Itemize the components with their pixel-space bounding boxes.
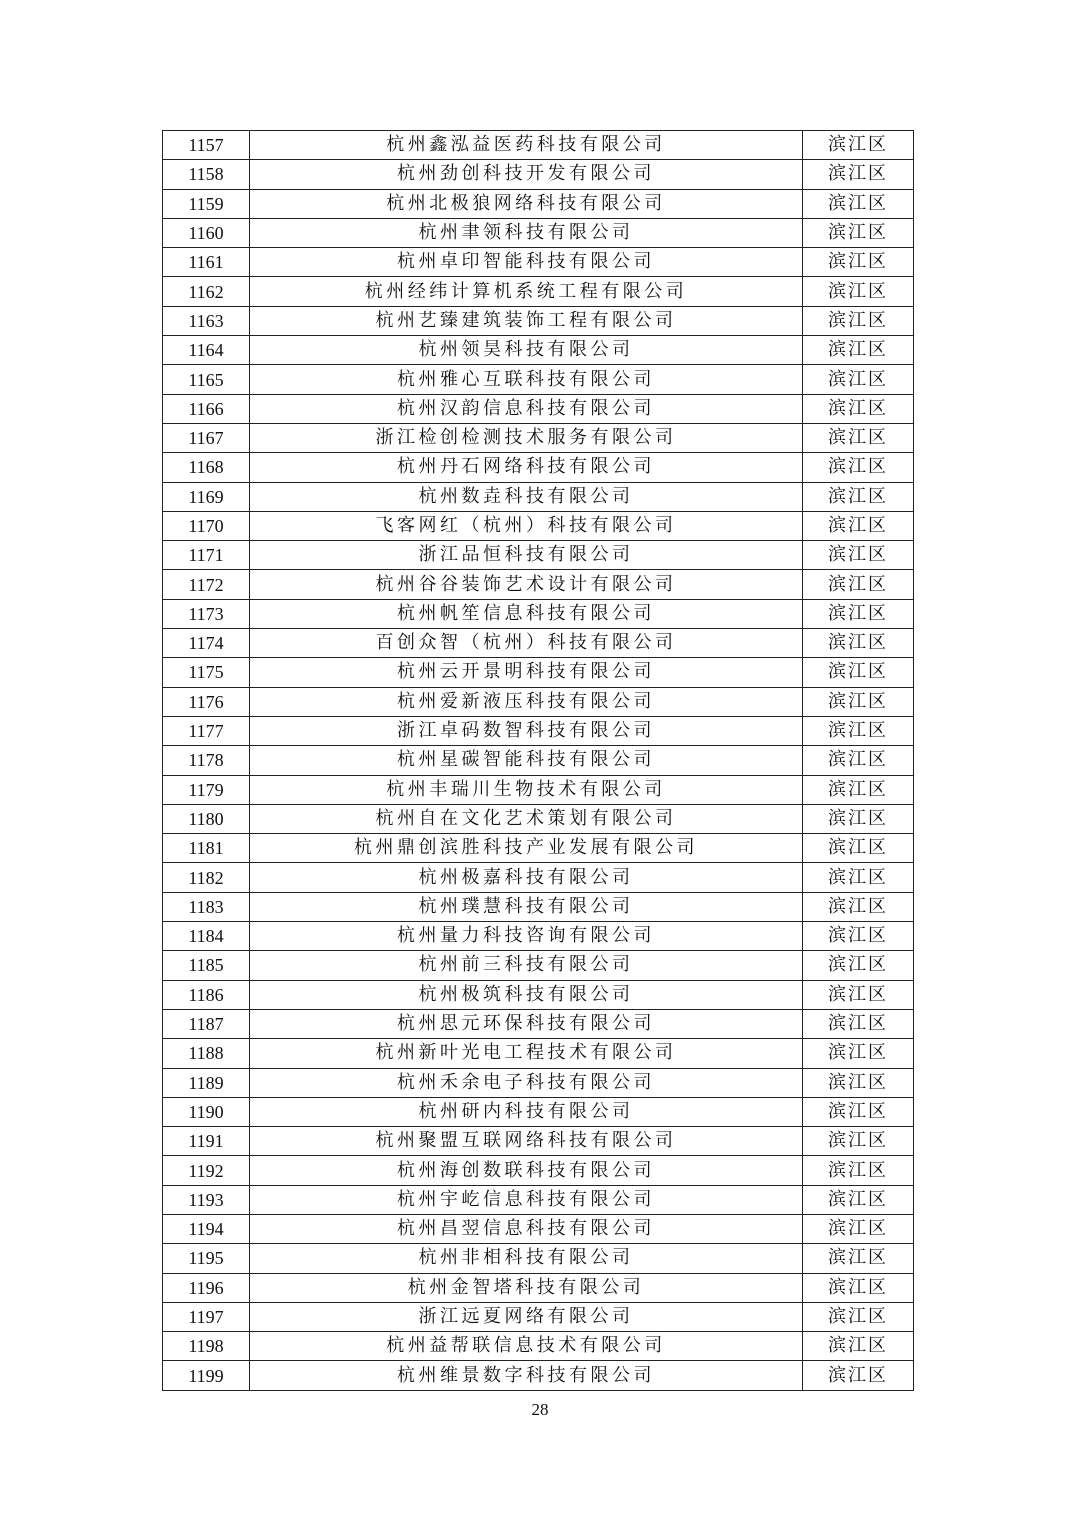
row-number-cell: 1166 [163, 394, 250, 423]
table-row [163, 716, 914, 745]
district-cell: 滨江区 [803, 1244, 914, 1273]
company-name-cell: 杭州鼎创滨胜科技产业发展有限公司 [250, 834, 803, 863]
company-name-cell: 杭州宇屹信息科技有限公司 [250, 1185, 803, 1214]
table-row [163, 453, 914, 482]
table-row [163, 1332, 914, 1361]
company-name-cell: 杭州汉韵信息科技有限公司 [250, 394, 803, 423]
district-cell: 滨江区 [803, 336, 914, 365]
table-row [163, 892, 914, 921]
company-name-cell: 杭州海创数联科技有限公司 [250, 1156, 803, 1185]
row-number-cell: 1184 [163, 922, 250, 951]
company-name-cell: 杭州维景数字科技有限公司 [250, 1361, 803, 1390]
row-number-cell: 1167 [163, 423, 250, 452]
company-name-cell: 杭州卓印智能科技有限公司 [250, 248, 803, 277]
table-row [163, 218, 914, 247]
district-cell: 滨江区 [803, 570, 914, 599]
company-name-cell: 杭州金智塔科技有限公司 [250, 1273, 803, 1302]
district-cell: 滨江区 [803, 365, 914, 394]
table-row [163, 1068, 914, 1097]
company-name-cell: 杭州新叶光电工程技术有限公司 [250, 1039, 803, 1068]
company-name-cell: 杭州数垚科技有限公司 [250, 482, 803, 511]
table-row [163, 1244, 914, 1273]
district-cell: 滨江区 [803, 160, 914, 189]
table-row [163, 629, 914, 658]
table-row [163, 1009, 914, 1038]
district-cell: 滨江区 [803, 922, 914, 951]
page-number: 28 [531, 1400, 549, 1419]
district-cell: 滨江区 [803, 482, 914, 511]
company-name-cell: 百创众智（杭州）科技有限公司 [250, 629, 803, 658]
company-name-cell: 杭州云开景明科技有限公司 [250, 658, 803, 687]
row-number-cell: 1172 [163, 570, 250, 599]
table-row [163, 248, 914, 277]
row-number-cell: 1180 [163, 804, 250, 833]
row-number-cell: 1158 [163, 160, 250, 189]
district-cell: 滨江区 [803, 1009, 914, 1038]
row-number-cell: 1181 [163, 834, 250, 863]
district-cell: 滨江区 [803, 599, 914, 628]
company-name-cell: 杭州思元环保科技有限公司 [250, 1009, 803, 1038]
table-row [163, 1361, 914, 1390]
row-number-cell: 1168 [163, 453, 250, 482]
row-number-cell: 1195 [163, 1244, 250, 1273]
table-row [163, 746, 914, 775]
company-name-cell: 杭州鑫泓益医药科技有限公司 [250, 131, 803, 160]
company-name-cell: 杭州谷谷装饰艺术设计有限公司 [250, 570, 803, 599]
district-cell: 滨江区 [803, 1156, 914, 1185]
row-number-cell: 1165 [163, 365, 250, 394]
row-number-cell: 1157 [163, 131, 250, 160]
table-row [163, 541, 914, 570]
district-cell: 滨江区 [803, 1332, 914, 1361]
district-cell: 滨江区 [803, 511, 914, 540]
table-row [163, 1302, 914, 1331]
company-name-cell: 杭州极嘉科技有限公司 [250, 863, 803, 892]
company-list-table [162, 130, 914, 1391]
company-name-cell: 杭州璞慧科技有限公司 [250, 892, 803, 921]
table-row [163, 160, 914, 189]
company-name-cell: 杭州劲创科技开发有限公司 [250, 160, 803, 189]
row-number-cell: 1183 [163, 892, 250, 921]
company-name-cell: 杭州聚盟互联网络科技有限公司 [250, 1127, 803, 1156]
table-row [163, 1214, 914, 1243]
table-row [163, 423, 914, 452]
district-cell: 滨江区 [803, 277, 914, 306]
table-row [163, 277, 914, 306]
district-cell: 滨江区 [803, 1127, 914, 1156]
table-row [163, 863, 914, 892]
table-row [163, 599, 914, 628]
row-number-cell: 1186 [163, 980, 250, 1009]
company-name-cell: 杭州丹石网络科技有限公司 [250, 453, 803, 482]
company-name-cell: 杭州非相科技有限公司 [250, 1244, 803, 1273]
district-cell: 滨江区 [803, 804, 914, 833]
row-number-cell: 1188 [163, 1039, 250, 1068]
company-name-cell: 飞客网红（杭州）科技有限公司 [250, 511, 803, 540]
row-number-cell: 1189 [163, 1068, 250, 1097]
row-number-cell: 1196 [163, 1273, 250, 1302]
row-number-cell: 1169 [163, 482, 250, 511]
row-number-cell: 1173 [163, 599, 250, 628]
company-name-cell: 杭州艺臻建筑装饰工程有限公司 [250, 306, 803, 335]
row-number-cell: 1175 [163, 658, 250, 687]
district-cell: 滨江区 [803, 453, 914, 482]
row-number-cell: 1190 [163, 1097, 250, 1126]
district-cell: 滨江区 [803, 541, 914, 570]
row-number-cell: 1187 [163, 1009, 250, 1038]
district-cell: 滨江区 [803, 218, 914, 247]
district-cell: 滨江区 [803, 1185, 914, 1214]
district-cell: 滨江区 [803, 189, 914, 218]
district-cell: 滨江区 [803, 834, 914, 863]
row-number-cell: 1197 [163, 1302, 250, 1331]
district-cell: 滨江区 [803, 629, 914, 658]
company-name-cell: 浙江卓码数智科技有限公司 [250, 716, 803, 745]
district-cell: 滨江区 [803, 1039, 914, 1068]
table-row [163, 1127, 914, 1156]
district-cell: 滨江区 [803, 423, 914, 452]
company-name-cell: 杭州聿领科技有限公司 [250, 218, 803, 247]
district-cell: 滨江区 [803, 746, 914, 775]
row-number-cell: 1160 [163, 218, 250, 247]
row-number-cell: 1170 [163, 511, 250, 540]
table-row [163, 804, 914, 833]
row-number-cell: 1199 [163, 1361, 250, 1390]
table-row [163, 511, 914, 540]
company-name-cell: 杭州爱新液压科技有限公司 [250, 687, 803, 716]
row-number-cell: 1174 [163, 629, 250, 658]
row-number-cell: 1176 [163, 687, 250, 716]
company-name-cell: 浙江远夏网络有限公司 [250, 1302, 803, 1331]
company-name-cell: 杭州益帮联信息技术有限公司 [250, 1332, 803, 1361]
row-number-cell: 1185 [163, 951, 250, 980]
table-row [163, 980, 914, 1009]
company-name-cell: 杭州量力科技咨询有限公司 [250, 922, 803, 951]
district-cell: 滨江区 [803, 394, 914, 423]
row-number-cell: 1162 [163, 277, 250, 306]
company-name-cell: 浙江检创检测技术服务有限公司 [250, 423, 803, 452]
company-name-cell: 浙江品恒科技有限公司 [250, 541, 803, 570]
district-cell: 滨江区 [803, 658, 914, 687]
table-row [163, 1039, 914, 1068]
district-cell: 滨江区 [803, 775, 914, 804]
table-row [163, 922, 914, 951]
company-name-cell: 杭州领昊科技有限公司 [250, 336, 803, 365]
company-name-cell: 杭州昌翌信息科技有限公司 [250, 1214, 803, 1243]
company-name-cell: 杭州帆笙信息科技有限公司 [250, 599, 803, 628]
district-cell: 滨江区 [803, 863, 914, 892]
company-name-cell: 杭州禾余电子科技有限公司 [250, 1068, 803, 1097]
district-cell: 滨江区 [803, 1068, 914, 1097]
district-cell: 滨江区 [803, 951, 914, 980]
table-row [163, 365, 914, 394]
row-number-cell: 1191 [163, 1127, 250, 1156]
district-cell: 滨江区 [803, 980, 914, 1009]
table-row [163, 951, 914, 980]
table-row [163, 834, 914, 863]
company-list-body [163, 131, 914, 1391]
row-number-cell: 1182 [163, 863, 250, 892]
table-row [163, 394, 914, 423]
district-cell: 滨江区 [803, 892, 914, 921]
district-cell: 滨江区 [803, 1273, 914, 1302]
table-row [163, 1097, 914, 1126]
table-row [163, 1185, 914, 1214]
row-number-cell: 1198 [163, 1332, 250, 1361]
company-name-cell: 杭州经纬计算机系统工程有限公司 [250, 277, 803, 306]
row-number-cell: 1164 [163, 336, 250, 365]
company-name-cell: 杭州北极狼网络科技有限公司 [250, 189, 803, 218]
table-row [163, 1156, 914, 1185]
row-number-cell: 1193 [163, 1185, 250, 1214]
row-number-cell: 1179 [163, 775, 250, 804]
company-name-cell: 杭州丰瑞川生物技术有限公司 [250, 775, 803, 804]
table-row [163, 336, 914, 365]
company-name-cell: 杭州研内科技有限公司 [250, 1097, 803, 1126]
row-number-cell: 1161 [163, 248, 250, 277]
table-row [163, 131, 914, 160]
company-name-cell: 杭州雅心互联科技有限公司 [250, 365, 803, 394]
district-cell: 滨江区 [803, 306, 914, 335]
district-cell: 滨江区 [803, 1361, 914, 1390]
row-number-cell: 1171 [163, 541, 250, 570]
row-number-cell: 1192 [163, 1156, 250, 1185]
company-name-cell: 杭州前三科技有限公司 [250, 951, 803, 980]
company-name-cell: 杭州自在文化艺术策划有限公司 [250, 804, 803, 833]
table-row [163, 306, 914, 335]
district-cell: 滨江区 [803, 1097, 914, 1126]
table-row [163, 482, 914, 511]
row-number-cell: 1177 [163, 716, 250, 745]
district-cell: 滨江区 [803, 1302, 914, 1331]
company-name-cell: 杭州极筑科技有限公司 [250, 980, 803, 1009]
district-cell: 滨江区 [803, 1214, 914, 1243]
table-row [163, 189, 914, 218]
row-number-cell: 1178 [163, 746, 250, 775]
table-row [163, 687, 914, 716]
district-cell: 滨江区 [803, 131, 914, 160]
row-number-cell: 1194 [163, 1214, 250, 1243]
district-cell: 滨江区 [803, 248, 914, 277]
table-row [163, 1273, 914, 1302]
table-row [163, 775, 914, 804]
company-name-cell: 杭州星碳智能科技有限公司 [250, 746, 803, 775]
district-cell: 滨江区 [803, 687, 914, 716]
row-number-cell: 1163 [163, 306, 250, 335]
row-number-cell: 1159 [163, 189, 250, 218]
table-row [163, 658, 914, 687]
district-cell: 滨江区 [803, 716, 914, 745]
table-row [163, 570, 914, 599]
